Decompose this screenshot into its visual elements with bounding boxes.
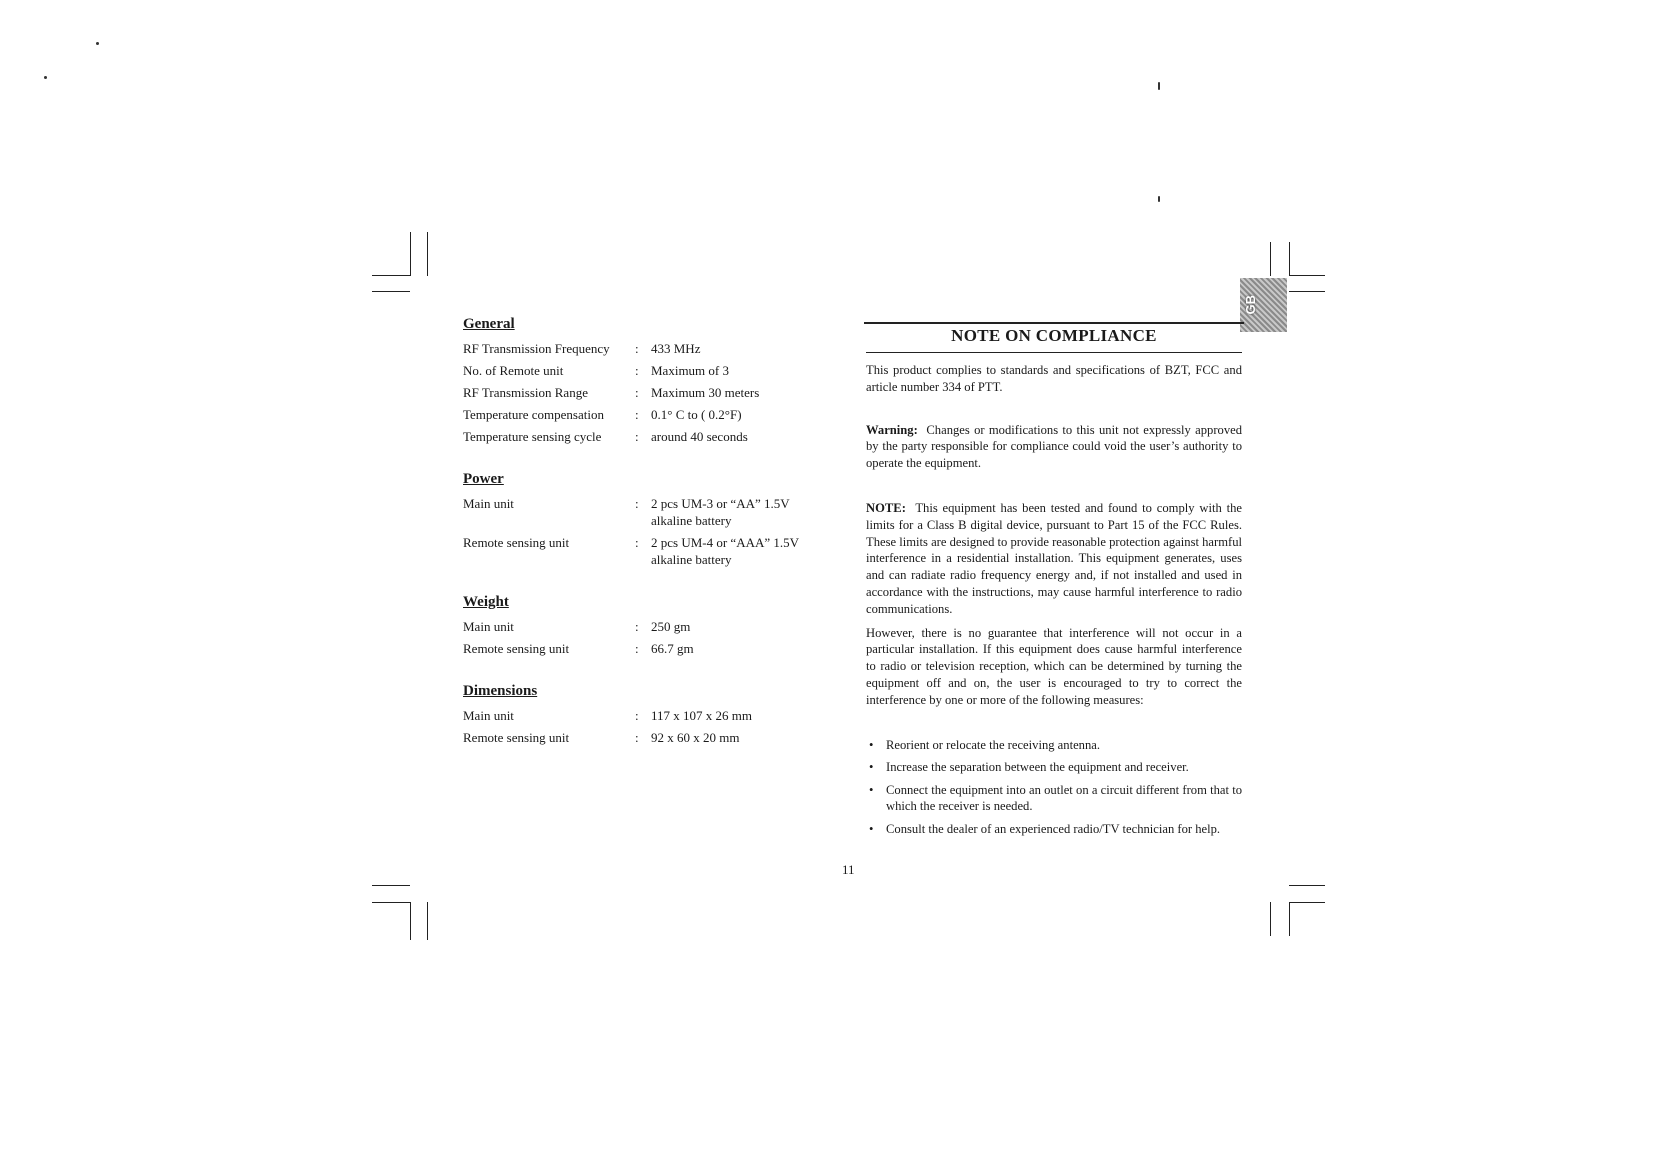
spec-label: No. of Remote unit: [463, 363, 564, 378]
language-tab-label: GB: [1243, 295, 1258, 315]
measure-text: Reorient or relocate the receiving antenna.: [886, 737, 1100, 752]
spec-label: Temperature sensing cycle: [463, 429, 602, 444]
spec-separator: :: [635, 429, 639, 444]
spec-section-title: Weight: [463, 594, 509, 610]
spec-value: [651, 495, 843, 529]
spec-value: [651, 707, 843, 724]
crop-mark-top-left-v1: [410, 232, 411, 276]
spec-value-line: 117 x 107 x 26 mm: [651, 708, 752, 723]
spec-label: Main unit: [463, 708, 514, 723]
spec-row: [463, 428, 843, 445]
spec-value: [651, 384, 843, 401]
spec-row: [463, 384, 843, 401]
note-label: NOTE:: [866, 500, 906, 515]
crop-mark-top-left-h1: [372, 275, 410, 276]
scan-speck: [44, 76, 47, 79]
spec-label: Remote sensing unit: [463, 641, 570, 656]
spec-value-line: 433 MHz: [651, 341, 701, 356]
spec-row: [463, 362, 843, 379]
measure-text: Consult the dealer of an experienced radio/TV technician for help.: [886, 821, 1221, 836]
scan-speck: [1158, 82, 1160, 90]
compliance-rule-bottom: [866, 352, 1242, 353]
spec-row: [463, 707, 843, 724]
bullet-icon: •: [869, 737, 874, 752]
crop-mark-top-right-v1: [1270, 242, 1271, 276]
compliance-intro: This product complies to standards and specifications of BZT, FCC and article number 334 of PTT.: [866, 363, 1242, 394]
spec-section-title: General: [463, 316, 515, 332]
measures-list: [866, 737, 1242, 838]
crop-mark-bottom-right-h2: [1289, 902, 1325, 903]
spec-row: [463, 340, 843, 357]
spec-row: [463, 534, 843, 568]
measure-item: [866, 737, 1242, 754]
spec-row: [463, 640, 843, 657]
spec-separator: :: [635, 619, 639, 634]
spec-value: [651, 362, 843, 379]
warning-text: Changes or modifications to this unit not expressly approved by the party responsible for compliance could void the user’s authority to operate the equipment.: [866, 422, 1243, 471]
crop-mark-bottom-left-v1: [410, 902, 411, 940]
spec-value: [651, 534, 843, 568]
spec-row: [463, 729, 843, 746]
spec-value: [651, 428, 843, 445]
spec-section: [463, 683, 843, 746]
crop-mark-top-left-v2: [427, 232, 428, 276]
spec-section-title: Dimensions: [463, 683, 538, 699]
spec-label: Main unit: [463, 496, 514, 511]
crop-mark-bottom-right-v2: [1289, 902, 1290, 936]
warning-paragraph: [866, 422, 1242, 472]
crop-mark-bottom-left-v2: [427, 902, 428, 940]
crop-mark-bottom-right-h1: [1289, 885, 1325, 886]
spec-separator: :: [635, 385, 639, 400]
spec-label: Temperature compensation: [463, 407, 604, 422]
measure-item: [866, 821, 1242, 838]
spec-value-line: alkaline battery: [651, 513, 732, 528]
spec-row: [463, 495, 843, 529]
spec-label: Remote sensing unit: [463, 535, 570, 550]
bullet-icon: •: [869, 782, 874, 797]
spec-value-line: alkaline battery: [651, 552, 732, 567]
spec-separator: :: [635, 496, 639, 511]
spec-section: [463, 316, 843, 445]
spec-separator: :: [635, 641, 639, 656]
measure-item: [866, 759, 1242, 776]
spec-value: [651, 406, 843, 423]
scan-speck: [96, 42, 99, 45]
spec-value: [651, 618, 843, 635]
crop-mark-bottom-left-h1: [372, 885, 410, 886]
bullet-icon: •: [869, 760, 874, 775]
scan-speck: [1158, 196, 1160, 202]
crop-mark-top-right-h1: [1289, 275, 1325, 276]
spec-value-line: around 40 seconds: [651, 429, 748, 444]
spec-row: [463, 618, 843, 635]
warning-label: Warning:: [866, 422, 918, 437]
spec-value-line: 2 pcs UM-4 or “AAA” 1.5V: [651, 535, 800, 550]
measure-item: [866, 782, 1242, 815]
however-paragraph: However, there is no guarantee that interference will not occur in a particular installation. If this equipment does cause harmful interference to radio or television reception, which can be determined by turning the equipment off and on, the user is encouraged to try to correct the interference by one or more of the following measures:: [866, 625, 1242, 707]
spec-label: RF Transmission Range: [463, 385, 588, 400]
spec-value-line: 0.1° C to ( 0.2°F): [651, 407, 742, 422]
spec-label: Remote sensing unit: [463, 730, 570, 745]
spec-section: [463, 471, 843, 568]
spec-section-title: Power: [463, 471, 504, 487]
spec-separator: :: [635, 407, 639, 422]
spec-label: Main unit: [463, 619, 514, 634]
crop-mark-bottom-right-v1: [1270, 902, 1271, 936]
spec-row: [463, 406, 843, 423]
spec-separator: :: [635, 730, 639, 745]
crop-mark-bottom-left-h2: [372, 902, 410, 903]
spec-value: [651, 729, 843, 746]
note-paragraph: [866, 500, 1242, 618]
spec-separator: :: [635, 535, 639, 550]
compliance-section: [866, 320, 1242, 844]
note-text: This equipment has been tested and found to comply with the limits for a Class B digital device, pursuant to Part 15 of the FCC Rules. These limits are designed to provide reasonable protection against harmful interference in a residential installation. This equipment generates, uses and can radiate radio frequency energy and, if not installed and used in accordance with the instructions, may cause harmful interference to radio communications.: [866, 500, 1242, 616]
spec-label: RF Transmission Frequency: [463, 341, 610, 356]
language-tab: [1240, 278, 1287, 332]
spec-value-line: Maximum of 3: [651, 363, 729, 378]
crop-mark-top-left-h2: [372, 291, 410, 292]
spec-value-line: Maximum 30 meters: [651, 385, 760, 400]
spec-separator: :: [635, 341, 639, 356]
crop-mark-top-right-v2: [1289, 242, 1290, 276]
measure-text: Increase the separation between the equipment and receiver.: [886, 760, 1189, 775]
measure-text: Connect the equipment into an outlet on a circuit different from that to which the receiver is needed.: [886, 782, 1242, 814]
spec-value: [651, 640, 843, 657]
specifications: [463, 316, 843, 751]
crop-mark-top-right-h2: [1289, 291, 1325, 292]
spec-value-line: 2 pcs UM-3 or “AA” 1.5V: [651, 496, 790, 511]
spec-value-line: 250 gm: [651, 619, 691, 634]
bullet-icon: •: [869, 821, 874, 836]
spec-value-line: 92 x 60 x 20 mm: [651, 730, 740, 745]
spec-value: [651, 340, 843, 357]
spec-separator: :: [635, 708, 639, 723]
page-number: 11: [842, 862, 855, 877]
spec-value-line: 66.7 gm: [651, 641, 694, 656]
compliance-title: NOTE ON COMPLIANCE: [951, 326, 1157, 345]
spec-section: [463, 594, 843, 657]
spec-separator: :: [635, 363, 639, 378]
